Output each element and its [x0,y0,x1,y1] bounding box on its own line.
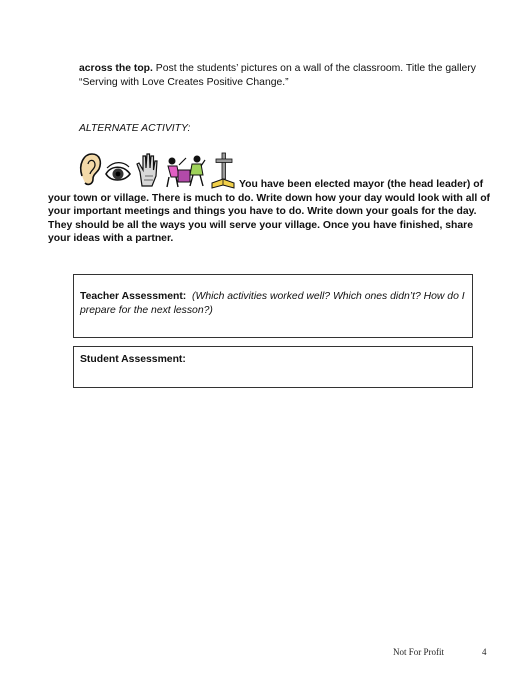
page-number: 4 [482,647,487,657]
student-assessment-label: Student Assessment: [80,354,186,365]
page-footer [393,647,488,657]
alternate-activity-heading: ALTERNATE ACTIVITY: [79,123,191,134]
top-paragraph [79,62,499,90]
top-paragraph-rest: Post the students’ pictures on a wall of the classroom. Title the gallery “Serving with Love Creates Positive Change.” [79,63,476,88]
teacher-assessment-label: Teacher Assessment: [80,291,187,302]
footer-text: Not For Profit [393,647,445,657]
top-paragraph-lead: across the top. [79,63,153,74]
teacher-assessment-prompt: (Which activities worked well? Which ones didn’t? How do I prepare for the next lesson?) [80,291,465,316]
mayor-activity-text: You have been elected mayor (the head leader) of your town or village. There is much to do. Write down how your day would look with all of your important meetings and things you have to do. Write down your goals for the day. They should be all the ways you will serve your village. Once you have finished, share your ideas with a partner. [48,179,491,245]
student-assessment-box [73,346,473,388]
teacher-assessment-box [73,274,473,338]
